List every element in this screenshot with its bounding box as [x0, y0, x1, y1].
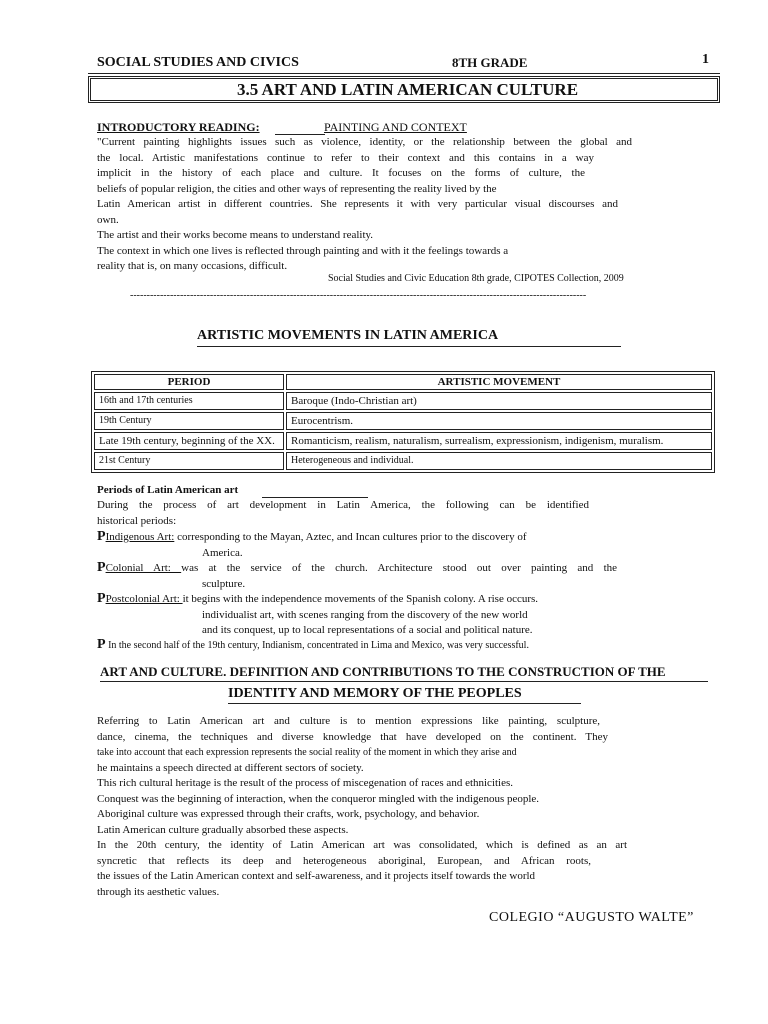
- intro-subtitle: PAINTING AND CONTEXT: [324, 120, 467, 134]
- intro-line: "Current painting highlights issues such as violence, identity, or the relationship between the global and: [97, 136, 632, 148]
- page-number: 1: [702, 52, 709, 67]
- subject-header: SOCIAL STUDIES AND CIVICS: [97, 55, 299, 70]
- periods-intro: [97, 498, 589, 529]
- title-box: [88, 76, 720, 103]
- movements-heading: ARTISTIC MOVEMENTS IN LATIN AMERICA: [197, 328, 499, 343]
- period-text: was at the service of the church. Architecture stood out over painting and the: [181, 562, 618, 574]
- culture-line: In the 20th century, the identity of Latin American art was consolidated, which is defined as an art: [97, 839, 627, 851]
- intro-line: beliefs of popular religion, the cities and other ways of representing the reality lived by the: [97, 182, 497, 195]
- culture-line: take into account that each expression represents the social reality of the moment in which they arise and: [97, 747, 517, 758]
- culture-line: syncretic that reflects its deep and heterogeneous aboriginal, European, and African roots,: [97, 854, 591, 867]
- table-row: [94, 412, 712, 430]
- bullet-glyph: P: [97, 637, 106, 652]
- period-text-cont: sculpture.: [202, 577, 246, 590]
- intro-label: INTRODUCTORY READING:: [97, 120, 260, 134]
- period-text-cont: and its conquest, up to local representations of a social and political nature.: [202, 624, 533, 636]
- movement-cell: Heterogeneous and individual.: [286, 452, 712, 470]
- intro-line: the local. Artistic manifestations continue to refer to their context and this contains in a way: [97, 151, 594, 164]
- movements-table: [91, 371, 715, 473]
- culture-line: Conquest was the beginning of interaction, when the conqueror mingled with the indigenous people.: [97, 792, 540, 805]
- culture-line: he maintains a speech directed at different sectors of society.: [97, 761, 364, 774]
- intro-paragraph: [97, 135, 632, 275]
- culture-line: Aboriginal culture was expressed through their crafts, work, psychology, and behavior.: [97, 808, 480, 820]
- culture-line: dance, cinema, the techniques and diverse knowledge that have developed on the continent. They: [97, 730, 608, 743]
- period-text: it begins with the independence movements of the Spanish colony. A rise occurs.: [182, 593, 539, 605]
- period-text: In the second half of the 19th century, Indianism, concentrated in Lima and Mexico, was very successful.: [105, 640, 529, 651]
- culture-line: the issues of the Latin American context and self-awareness, and it projects itself towards the world: [97, 870, 536, 882]
- intro-line: Latin American artist in different countries. She represents it with very particular visual discourses and: [97, 198, 618, 210]
- period-cell: 19th Century: [94, 412, 284, 430]
- intro-line: own.: [97, 213, 119, 226]
- intro-line: The artist and their works become means to understand reality.: [97, 229, 374, 241]
- intro-line: implicit in the history of each place and culture. It focuses on the forms of culture, the: [97, 167, 585, 179]
- header-rule: [88, 73, 720, 74]
- culture-line: through its aesthetic values.: [97, 885, 220, 898]
- column-header-movement: ARTISTIC MOVEMENT: [286, 374, 712, 390]
- movement-cell: Baroque (Indo-Christian art): [286, 392, 712, 410]
- period-text-cont: America.: [202, 546, 243, 559]
- culture-heading-1-rule: [100, 681, 708, 682]
- period-text: corresponding to the Mayan, Aztec, and Incan cultures prior to the discovery of: [174, 531, 527, 543]
- intro-line: The context in which one lives is reflected through painting and with it the feelings towards a: [97, 244, 509, 257]
- school-footer: COLEGIO “AUGUSTO WALTE”: [489, 910, 694, 925]
- movement-cell: Eurocentrism.: [286, 412, 712, 430]
- culture-paragraph: [97, 714, 627, 900]
- table-header-row: [94, 374, 712, 390]
- movement-cell: Romanticism, realism, naturalism, surrealism, expressionism, indigenism, muralism.: [286, 432, 712, 450]
- culture-line: Latin American culture gradually absorbed these aspects.: [97, 823, 349, 836]
- culture-heading-2: IDENTITY AND MEMORY OF THE PEOPLES: [228, 686, 522, 701]
- culture-heading-1: ART AND CULTURE. DEFINITION AND CONTRIBUTIONS TO THE CONSTRUCTION OF THE: [100, 664, 666, 679]
- periods-intro-line: During the process of art development in Latin America, the following can be identified: [97, 499, 589, 511]
- period-text-cont: individualist art, with scenes ranging from the discovery of the new world: [202, 608, 528, 621]
- period-cell: 21st Century: [94, 452, 284, 470]
- bullet-glyph: P: [97, 560, 106, 575]
- table-row: [94, 452, 712, 470]
- table-row: [94, 392, 712, 410]
- period-label: Indigenous Art:: [105, 531, 175, 543]
- culture-line: This rich cultural heritage is the result of the process of miscegenation of races and ethnicities.: [97, 777, 514, 789]
- dashed-divider: -----------------------------------------------------------------------------------------------------------------------------------------: [130, 290, 587, 301]
- table-row: [94, 432, 712, 450]
- period-item-colonial: [97, 560, 617, 592]
- period-label: Colonial Art:: [105, 562, 182, 574]
- period-cell: 16th and 17th centuries: [94, 392, 284, 410]
- bullet-glyph: P: [97, 529, 106, 544]
- movements-heading-rule: [197, 346, 621, 347]
- period-item-indianism: [97, 637, 529, 654]
- periods-heading: Periods of Latin American art: [97, 484, 239, 496]
- citation: Social Studies and Civic Education 8th grade, CIPOTES Collection, 2009: [328, 273, 624, 284]
- page-title: 3.5 ART AND LATIN AMERICAN CULTURE: [237, 80, 579, 99]
- period-item-indigenous: [97, 529, 527, 561]
- grade-header: 8TH GRADE: [452, 55, 528, 70]
- period-label: Postcolonial Art:: [105, 593, 183, 605]
- culture-line: Referring to Latin American art and culture is to mention expressions like painting, sculpture,: [97, 715, 600, 727]
- bullet-glyph: P: [97, 591, 106, 606]
- period-item-postcolonial: [97, 591, 538, 639]
- culture-heading-2-rule: [228, 703, 581, 704]
- period-cell: Late 19th century, beginning of the XX.: [94, 432, 284, 450]
- intro-line: reality that is, on many occasions, difficult.: [97, 260, 288, 272]
- periods-intro-line: historical periods:: [97, 514, 177, 527]
- column-header-period: PERIOD: [94, 374, 284, 390]
